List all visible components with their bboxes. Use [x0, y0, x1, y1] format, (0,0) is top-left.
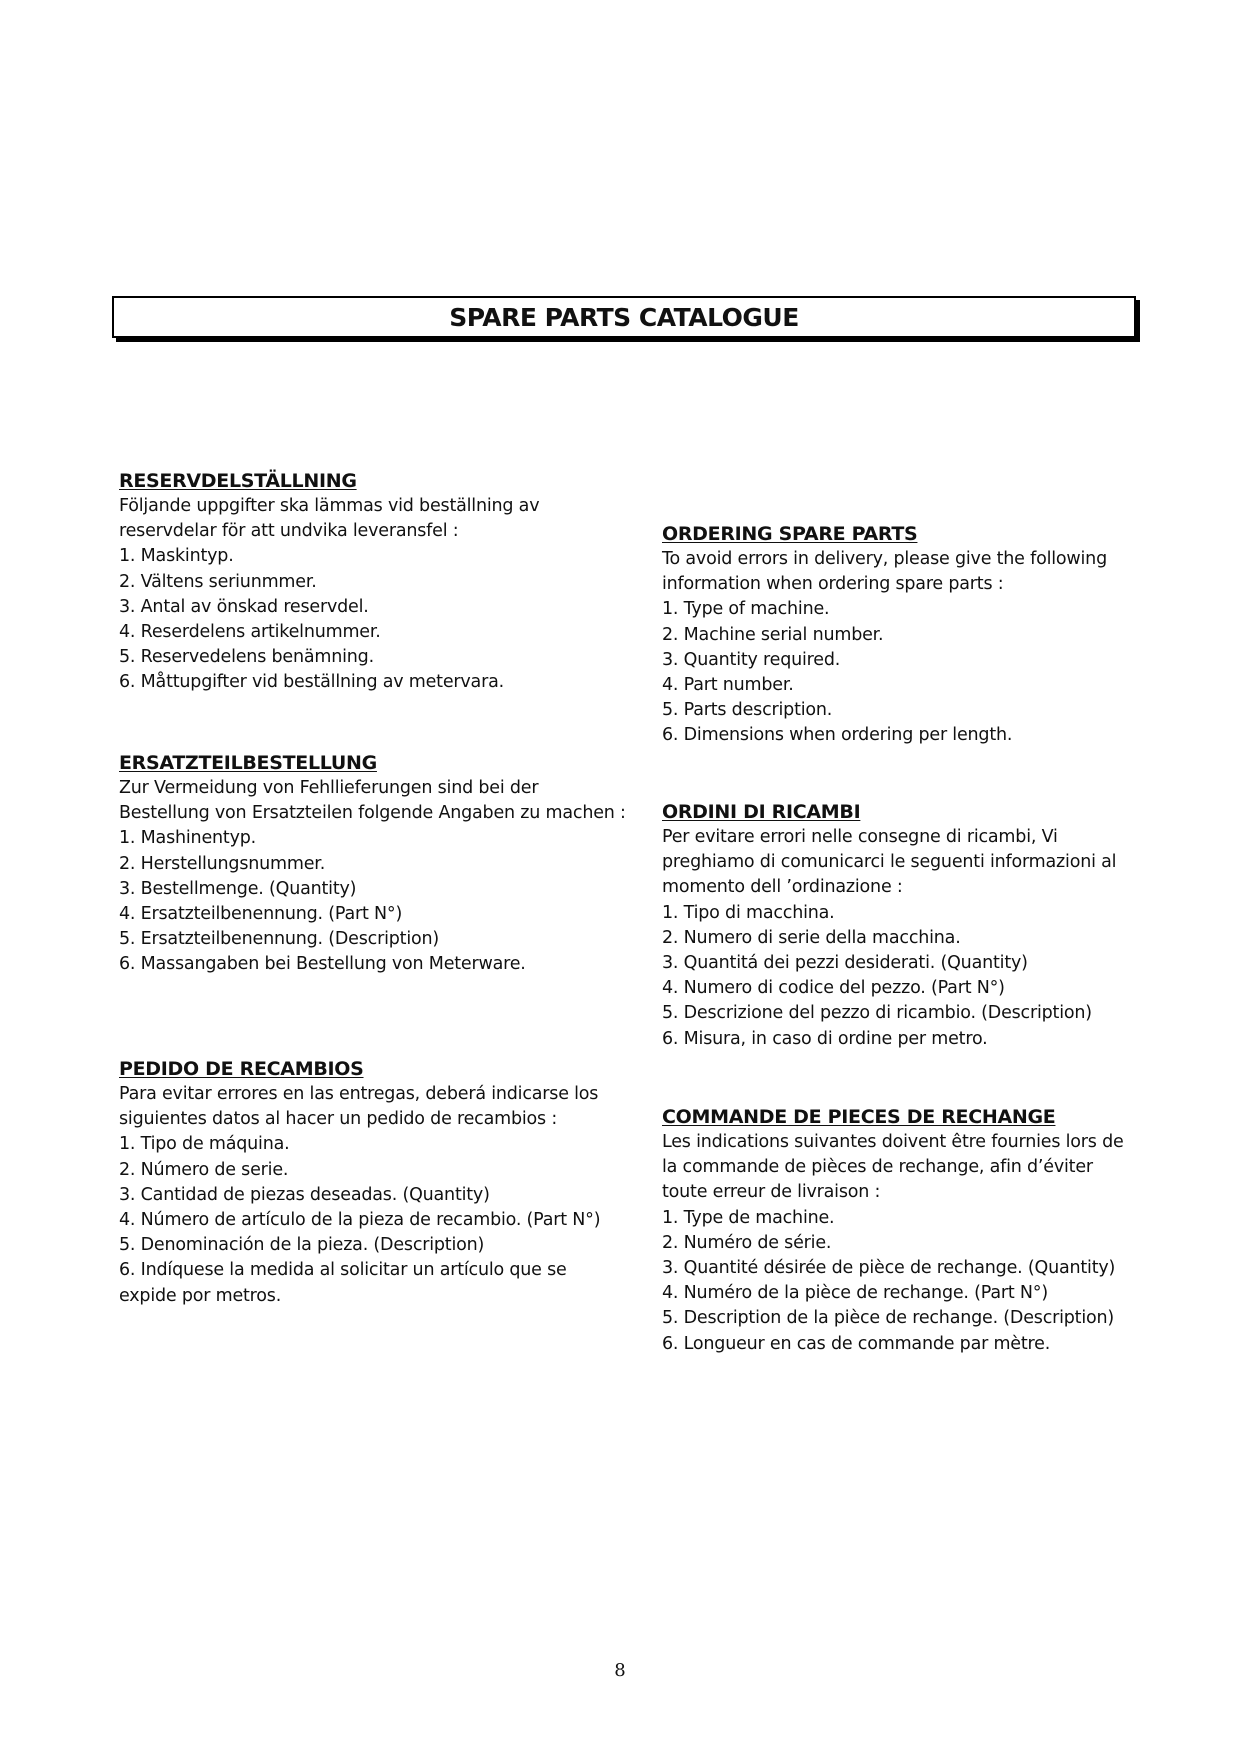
section-spanish: [119, 1057, 614, 1309]
title-box: [112, 296, 1136, 338]
section-german: [119, 751, 629, 978]
list-item: 6. Dimensions when ordering per length.: [662, 725, 1013, 746]
list-item: 1. Tipo di macchina.: [662, 902, 835, 923]
list-item: 1. Type of machine.: [662, 599, 830, 620]
section-swedish: [119, 469, 629, 696]
section-intro: Para evitar errores en las entregas, deberá indicarse los siguientes datos al hacer un pedido de recambios :: [119, 1084, 599, 1130]
list-item: 1. Type de machine.: [662, 1207, 835, 1228]
list-item: 2. Numéro de série.: [662, 1232, 832, 1253]
section-heading: COMMANDE DE PIECES DE RECHANGE: [662, 1106, 1056, 1128]
list-item: 2. Número de serie.: [119, 1159, 289, 1180]
list-item: 4. Numéro de la pièce de rechange. (Part N°): [662, 1283, 1048, 1304]
list-item: 3. Quantité désirée de pièce de rechange. (Quantity): [662, 1258, 1116, 1279]
list-item: 3. Antal av önskad reservdel.: [119, 596, 369, 617]
list-item: 2. Numero di serie della macchina.: [662, 927, 961, 948]
list-item: 5. Denominación de la pieza. (Description): [119, 1235, 485, 1256]
list-item: 1. Mashinentyp.: [119, 828, 256, 849]
list-item: 4. Numero di codice del pezzo. (Part N°): [662, 978, 1005, 999]
section-english: [662, 522, 1142, 749]
section-intro: Per evitare errori nelle consegne di ricambi, Vi preghiamo di comunicarci le seguenti informazioni al momento dell ’ordinazione :: [662, 827, 1117, 898]
list-item: 6. Indíquese la medida al solicitar un artículo que se expide por metros.: [119, 1260, 567, 1306]
list-item: 5. Reservedelens benämning.: [119, 647, 374, 668]
section-heading: PEDIDO DE RECAMBIOS: [119, 1058, 364, 1080]
list-item: 5. Descrizione del pezzo di ricambio. (Description): [662, 1003, 1092, 1024]
section-list: [662, 1206, 1142, 1357]
list-item: 3. Quantitá dei pezzi desiderati. (Quantity): [662, 953, 1028, 974]
list-item: 2. Herstellungsnummer.: [119, 853, 326, 874]
section-list: [119, 826, 629, 977]
list-item: 4. Número de artículo de la pieza de recambio. (Part N°): [119, 1210, 601, 1231]
section-italian: [662, 800, 1142, 1052]
section-heading: ORDERING SPARE PARTS: [662, 523, 918, 545]
list-item: 6. Misura, in caso di ordine per metro.: [662, 1028, 988, 1049]
section-heading: ORDINI DI RICAMBI: [662, 801, 861, 823]
list-item: 4. Reserdelens artikelnummer.: [119, 622, 381, 643]
list-item: 5. Description de la pièce de rechange. (Description): [662, 1308, 1115, 1329]
list-item: 5. Parts description.: [662, 700, 833, 721]
list-item: 2. Vältens seriunmmer.: [119, 571, 317, 592]
section-intro: Följande uppgifter ska lämmas vid beställning av reservdelar för att undvika leveransfel :: [119, 496, 540, 542]
section-list: [119, 1132, 614, 1308]
list-item: 3. Quantity required.: [662, 649, 841, 670]
section-list: [119, 544, 629, 695]
list-item: 6. Longueur en cas de commande par mètre.: [662, 1333, 1051, 1354]
section-list: [662, 901, 1142, 1052]
list-item: 5. Ersatzteilbenennung. (Description): [119, 929, 440, 950]
section-intro: Les indications suivantes doivent être fournies lors de la commande de pièces de rechange, afin d’éviter toute erreur de livraison :: [662, 1132, 1124, 1203]
section-french: [662, 1105, 1142, 1357]
list-item: 6. Måttupgifter vid beställning av metervara.: [119, 672, 504, 693]
list-item: 3. Cantidad de piezas deseadas. (Quantity): [119, 1184, 490, 1205]
list-item: 3. Bestellmenge. (Quantity): [119, 878, 357, 899]
section-intro: Zur Vermeidung von Fehllieferungen sind bei der Bestellung von Ersatzteilen folgende Angaben zu machen :: [119, 778, 626, 824]
list-item: 4. Part number.: [662, 675, 794, 696]
section-heading: RESERVDELSTÄLLNING: [119, 470, 357, 492]
list-item: 2. Machine serial number.: [662, 624, 884, 645]
page-number: 8: [614, 1660, 626, 1681]
list-item: 4. Ersatzteilbenennung. (Part N°): [119, 904, 403, 925]
section-list: [662, 597, 1142, 748]
list-item: 1. Tipo de máquina.: [119, 1134, 290, 1155]
section-heading: ERSATZTEILBESTELLUNG: [119, 752, 377, 774]
list-item: 1. Maskintyp.: [119, 546, 234, 567]
section-intro: To avoid errors in delivery, please give the following information when ordering spare parts :: [662, 549, 1107, 595]
page-title: SPARE PARTS CATALOGUE: [449, 302, 799, 332]
list-item: 6. Massangaben bei Bestellung von Meterware.: [119, 954, 526, 975]
